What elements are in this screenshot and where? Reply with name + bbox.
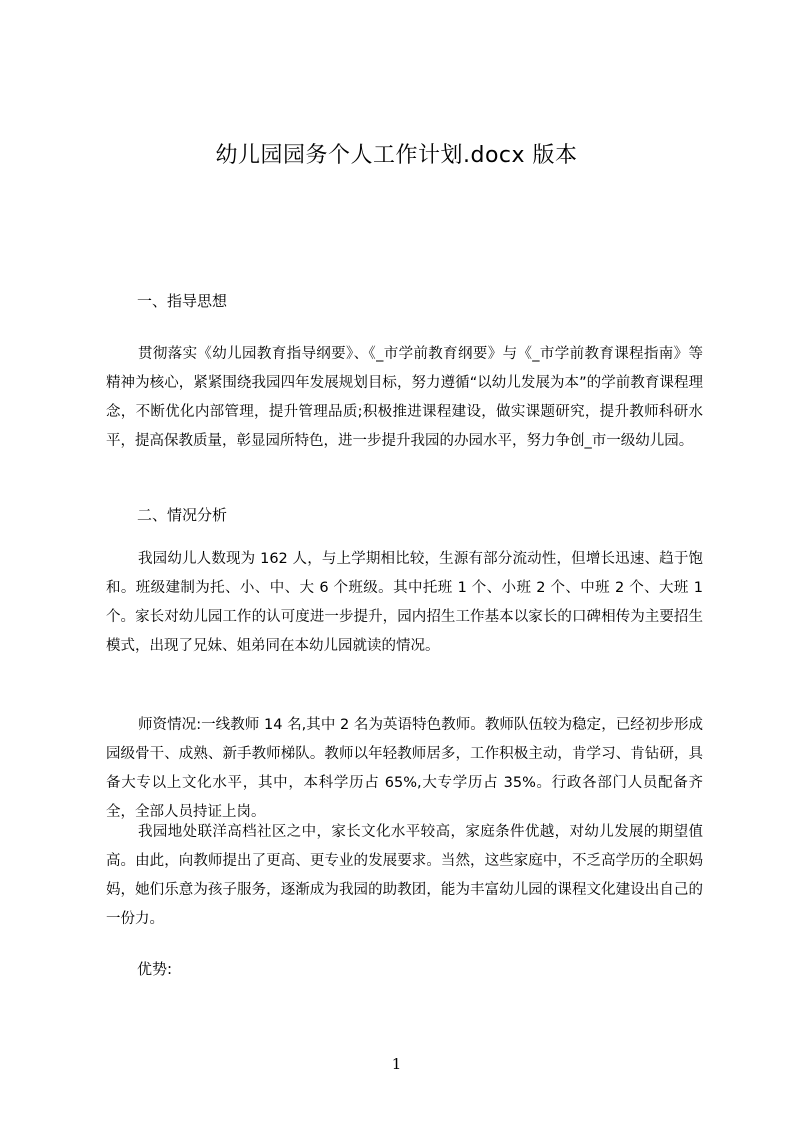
paragraph-enrollment: 我园幼儿人数现为 162 人，与上学期相比较，生源有部分流动性，但增长迅速、趋于饱和。班级建制为托、小、中、大 6 个班级。其中托班 1 个、小班 2 个、中班 2 个、大班 1 个。家长对幼儿园工作的认可度进一步提升，园内招生工作基本以家长的口碑相传为主要招生模式，出现了兄妹、姐弟同在本幼儿园就读的情况。 [106,551,703,654]
section-heading-guiding-thought: 一、指导思想 [137,292,228,310]
document-title: 幼儿园园务个人工作计划.docx 版本 [215,143,578,168]
paragraph-guiding-thought: 贯彻落实《幼儿园教育指导纲要》、《_市学前教育纲要》与《_市学前教育课程指南》等精神为核心，紧紧围绕我园四年发展规划目标，努力遵循“以幼儿发展为本”的学前教育课程理念，不断优化内部管理，提升管理品质;积极推进课程建设，做实课题研究，提升教师科研水平，提高保教质量，彰显园所特色，进一步提升我园的办园水平，努力争创_市一级幼儿园。 [106,346,703,449]
advantages-label: 优势: [137,960,173,978]
section-heading-situation-analysis: 二、情况分析 [137,506,228,524]
paragraph-community: 我园地处联洋高档社区之中，家长文化水平较高，家庭条件优越，对幼儿发展的期望值高。由此，向教师提出了更高、更专业的发展要求。当然，这些家庭中，不乏高学历的全职妈妈，她们乐意为孩子服务，逐渐成为我园的助教团，能为丰富幼儿园的课程文化建设出自己的一份力。 [106,824,703,927]
paragraph-teaching-staff: 师资情况:一线教师 14 名,其中 2 名为英语特色教师。教师队伍较为稳定，已经初步形成园级骨干、成熟、新手教师梯队。教师以年轻教师居多，工作积极主动，肯学习、肯钻研，具备大专以上文化水平，其中，本科学历占 65%,大专学历占 35%。行政各部门人员配备齐全，全部人员持证上岗。 [106,717,703,820]
page-number: 1 [391,1055,402,1073]
